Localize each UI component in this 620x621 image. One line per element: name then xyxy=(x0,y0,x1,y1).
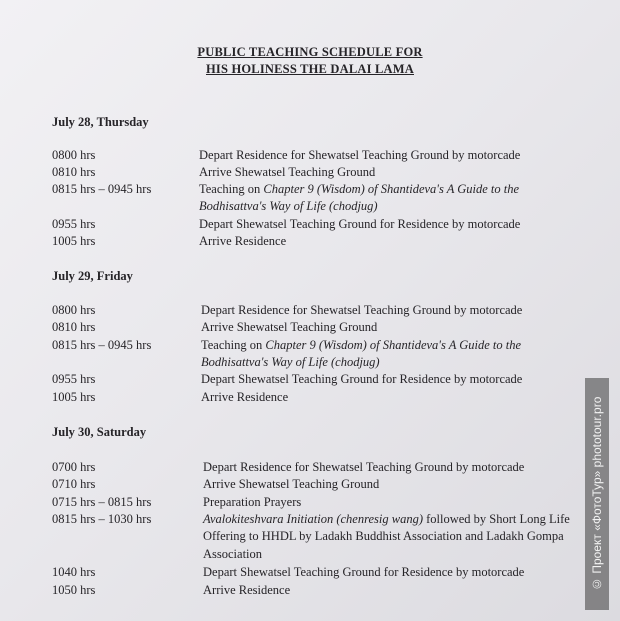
schedule-time: 0815 hrs – 0945 hrs xyxy=(52,338,152,352)
schedule-time: 0715 hrs – 0815 hrs xyxy=(52,495,152,509)
day-heading: July 30, Saturday xyxy=(52,425,147,439)
schedule-time: 0810 hrs xyxy=(52,165,96,179)
schedule-desc: Depart Residence for Shewatsel Teaching Ground by motorcade xyxy=(201,303,523,317)
schedule-time: 0800 hrs xyxy=(52,148,96,162)
desc-italic: Chapter 9 (Wisdom) of Shantideva's A Guide to the Bodhisattva's Way of Life (chodjug) xyxy=(201,338,522,370)
schedule-desc: Depart Residence for Shewatsel Teaching Ground by motorcade xyxy=(199,148,521,162)
desc-text: followed by Short Long Life Offering to HHDL by Ladakh Buddhist Association and Ladakh Gompa Association xyxy=(203,512,570,561)
schedule-desc: Arrive Residence xyxy=(201,390,289,404)
desc-text: Teaching on xyxy=(199,182,264,196)
day-heading: July 28, Thursday xyxy=(52,115,149,129)
schedule-desc: Arrive Shewatsel Teaching Ground xyxy=(201,320,378,334)
document-title xyxy=(0,44,620,78)
schedule-desc: Arrive Shewatsel Teaching Ground xyxy=(199,165,376,179)
day-heading: July 29, Friday xyxy=(52,269,133,283)
schedule-time: 1040 hrs xyxy=(52,565,96,579)
schedule-time: 1050 hrs xyxy=(52,583,96,597)
schedule-time: 0955 hrs xyxy=(52,372,96,386)
title-line-1: PUBLIC TEACHING SCHEDULE FOR xyxy=(197,45,423,59)
schedule-time: 0955 hrs xyxy=(52,217,96,231)
title-line-2: HIS HOLINESS THE DALAI LAMA xyxy=(205,62,414,76)
desc-text: Teaching on xyxy=(201,338,266,352)
schedule-desc xyxy=(201,337,581,372)
schedule-time: 0800 hrs xyxy=(52,303,96,317)
schedule-desc: Depart Shewatsel Teaching Ground for Residence by motorcade xyxy=(201,372,523,386)
desc-italic: Chapter 9 (Wisdom) of Shantideva's A Guide to the Bodhisattva's Way of Life (chodjug) xyxy=(199,182,520,214)
schedule-desc: Depart Residence for Shewatsel Teaching Ground by motorcade xyxy=(203,460,525,474)
schedule-desc: Arrive Residence xyxy=(199,234,287,248)
desc-italic: Avalokiteshvara Initiation (chenresig wang) xyxy=(203,512,423,526)
schedule-desc: Arrive Residence xyxy=(203,583,291,597)
schedule-time: 0710 hrs xyxy=(52,477,96,491)
schedule-desc: Depart Shewatsel Teaching Ground for Residence by motorcade xyxy=(203,565,525,579)
schedule-time: 1005 hrs xyxy=(52,234,96,248)
schedule-time: 0700 hrs xyxy=(52,460,96,474)
schedule-time: 1005 hrs xyxy=(52,390,96,404)
schedule-desc: Preparation Prayers xyxy=(203,495,302,509)
schedule-desc xyxy=(203,511,583,563)
schedule-time: 0810 hrs xyxy=(52,320,96,334)
schedule-desc xyxy=(199,181,579,216)
schedule-desc: Arrive Shewatsel Teaching Ground xyxy=(203,477,380,491)
schedule-time: 0815 hrs – 1030 hrs xyxy=(52,512,152,526)
schedule-time: 0815 hrs – 0945 hrs xyxy=(52,182,152,196)
schedule-desc: Depart Shewatsel Teaching Ground for Residence by motorcade xyxy=(199,217,521,231)
photo-watermark: © Проект «ФотоТур» phototour.pro xyxy=(585,378,609,610)
